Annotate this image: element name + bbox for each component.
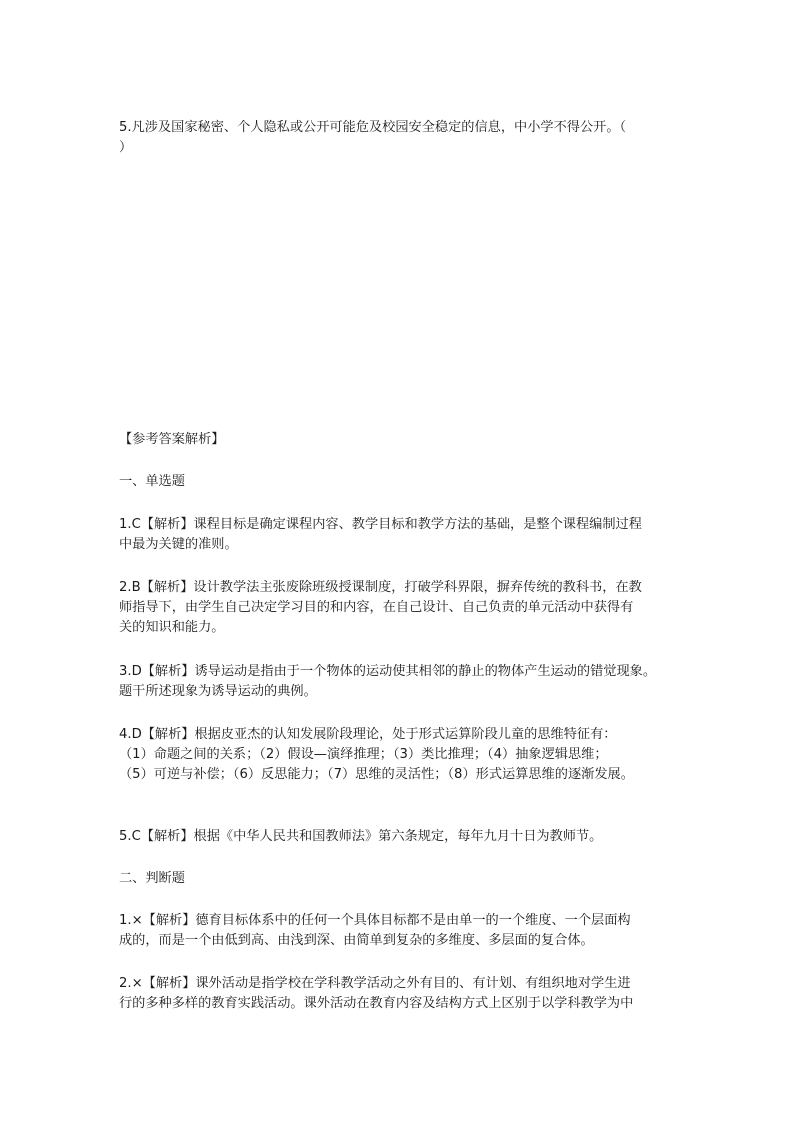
answer-line: 1.C【解析】课程目标是确定课程内容、教学目标和教学方法的基础，是整个课程编制过程 xyxy=(119,517,642,532)
answer-line: 3.D【解析】诱导运动是指由于一个物体的运动使其相邻的静止的物体产生运动的错觉现象。 xyxy=(119,664,657,679)
answer-line: 关的知识和能力。 xyxy=(119,620,225,635)
answer-item-5 xyxy=(119,827,679,847)
answer-line: 行的多种多样的教育实践活动。课外活动在教育内容及结构方式上区别于以学科教学为中 xyxy=(119,996,634,1011)
answer-line: 成的，而是一个由低到高、由浅到深、由简单到复杂的多维度、多层面的复合体。 xyxy=(119,933,594,948)
answer-item-1 xyxy=(119,515,679,555)
single-choice-heading: 一、单选题 xyxy=(119,474,185,489)
answer-line: 师指导下，由学生自己决定学习目的和内容，在自己设计、自己负责的单元活动中获得有 xyxy=(119,600,634,615)
answer-item-3 xyxy=(119,662,679,702)
answer-line: （5）可逆与补偿；（6）反思能力；（7）思维的灵活性；（8）形式运算思维的逐渐发展。 xyxy=(119,767,634,782)
judgment-item-2 xyxy=(119,974,679,1014)
answer-line: 题干所述现象为诱导运动的典例。 xyxy=(119,684,317,699)
answer-line: 2.B【解析】设计教学法主张废除班级授课制度，打破学科界限，摒弃传统的教科书，在教 xyxy=(119,580,642,595)
answer-line: 2.×【解析】课外活动是指学校在学科教学活动之外有目的、有计划、有组织地对学生进 xyxy=(119,976,631,991)
question-5-line-2: ） xyxy=(119,140,133,155)
answer-item-4 xyxy=(119,725,679,785)
answer-line: （1）命题之间的关系；（2）假设—演绎推理；（3）类比推理；（4）抽象逻辑思维； xyxy=(119,747,608,762)
answer-item-2 xyxy=(119,578,679,638)
answer-line: 4.D【解析】根据皮亚杰的认知发展阶段理论，处于形式运算阶段儿童的思维特征有： xyxy=(119,727,617,742)
answer-line: 中最为关键的准则。 xyxy=(119,537,238,552)
answer-line: 5.C【解析】根据《中华人民共和国教师法》第六条规定，每年九月十日为教师节。 xyxy=(119,829,603,844)
question-5 xyxy=(119,118,679,158)
answer-section-title: 【参考答案解析】 xyxy=(119,432,225,447)
question-5-line-1: 5.凡涉及国家秘密、个人隐私或公开可能危及校园安全稳定的信息，中小学不得公开。（ xyxy=(119,120,627,135)
judgment-item-1 xyxy=(119,911,679,951)
judgment-heading: 二、判断题 xyxy=(119,871,185,886)
answer-line: 1.×【解析】德育目标体系中的任何一个具体目标都不是由单一的一个维度、一个层面构 xyxy=(119,913,631,928)
